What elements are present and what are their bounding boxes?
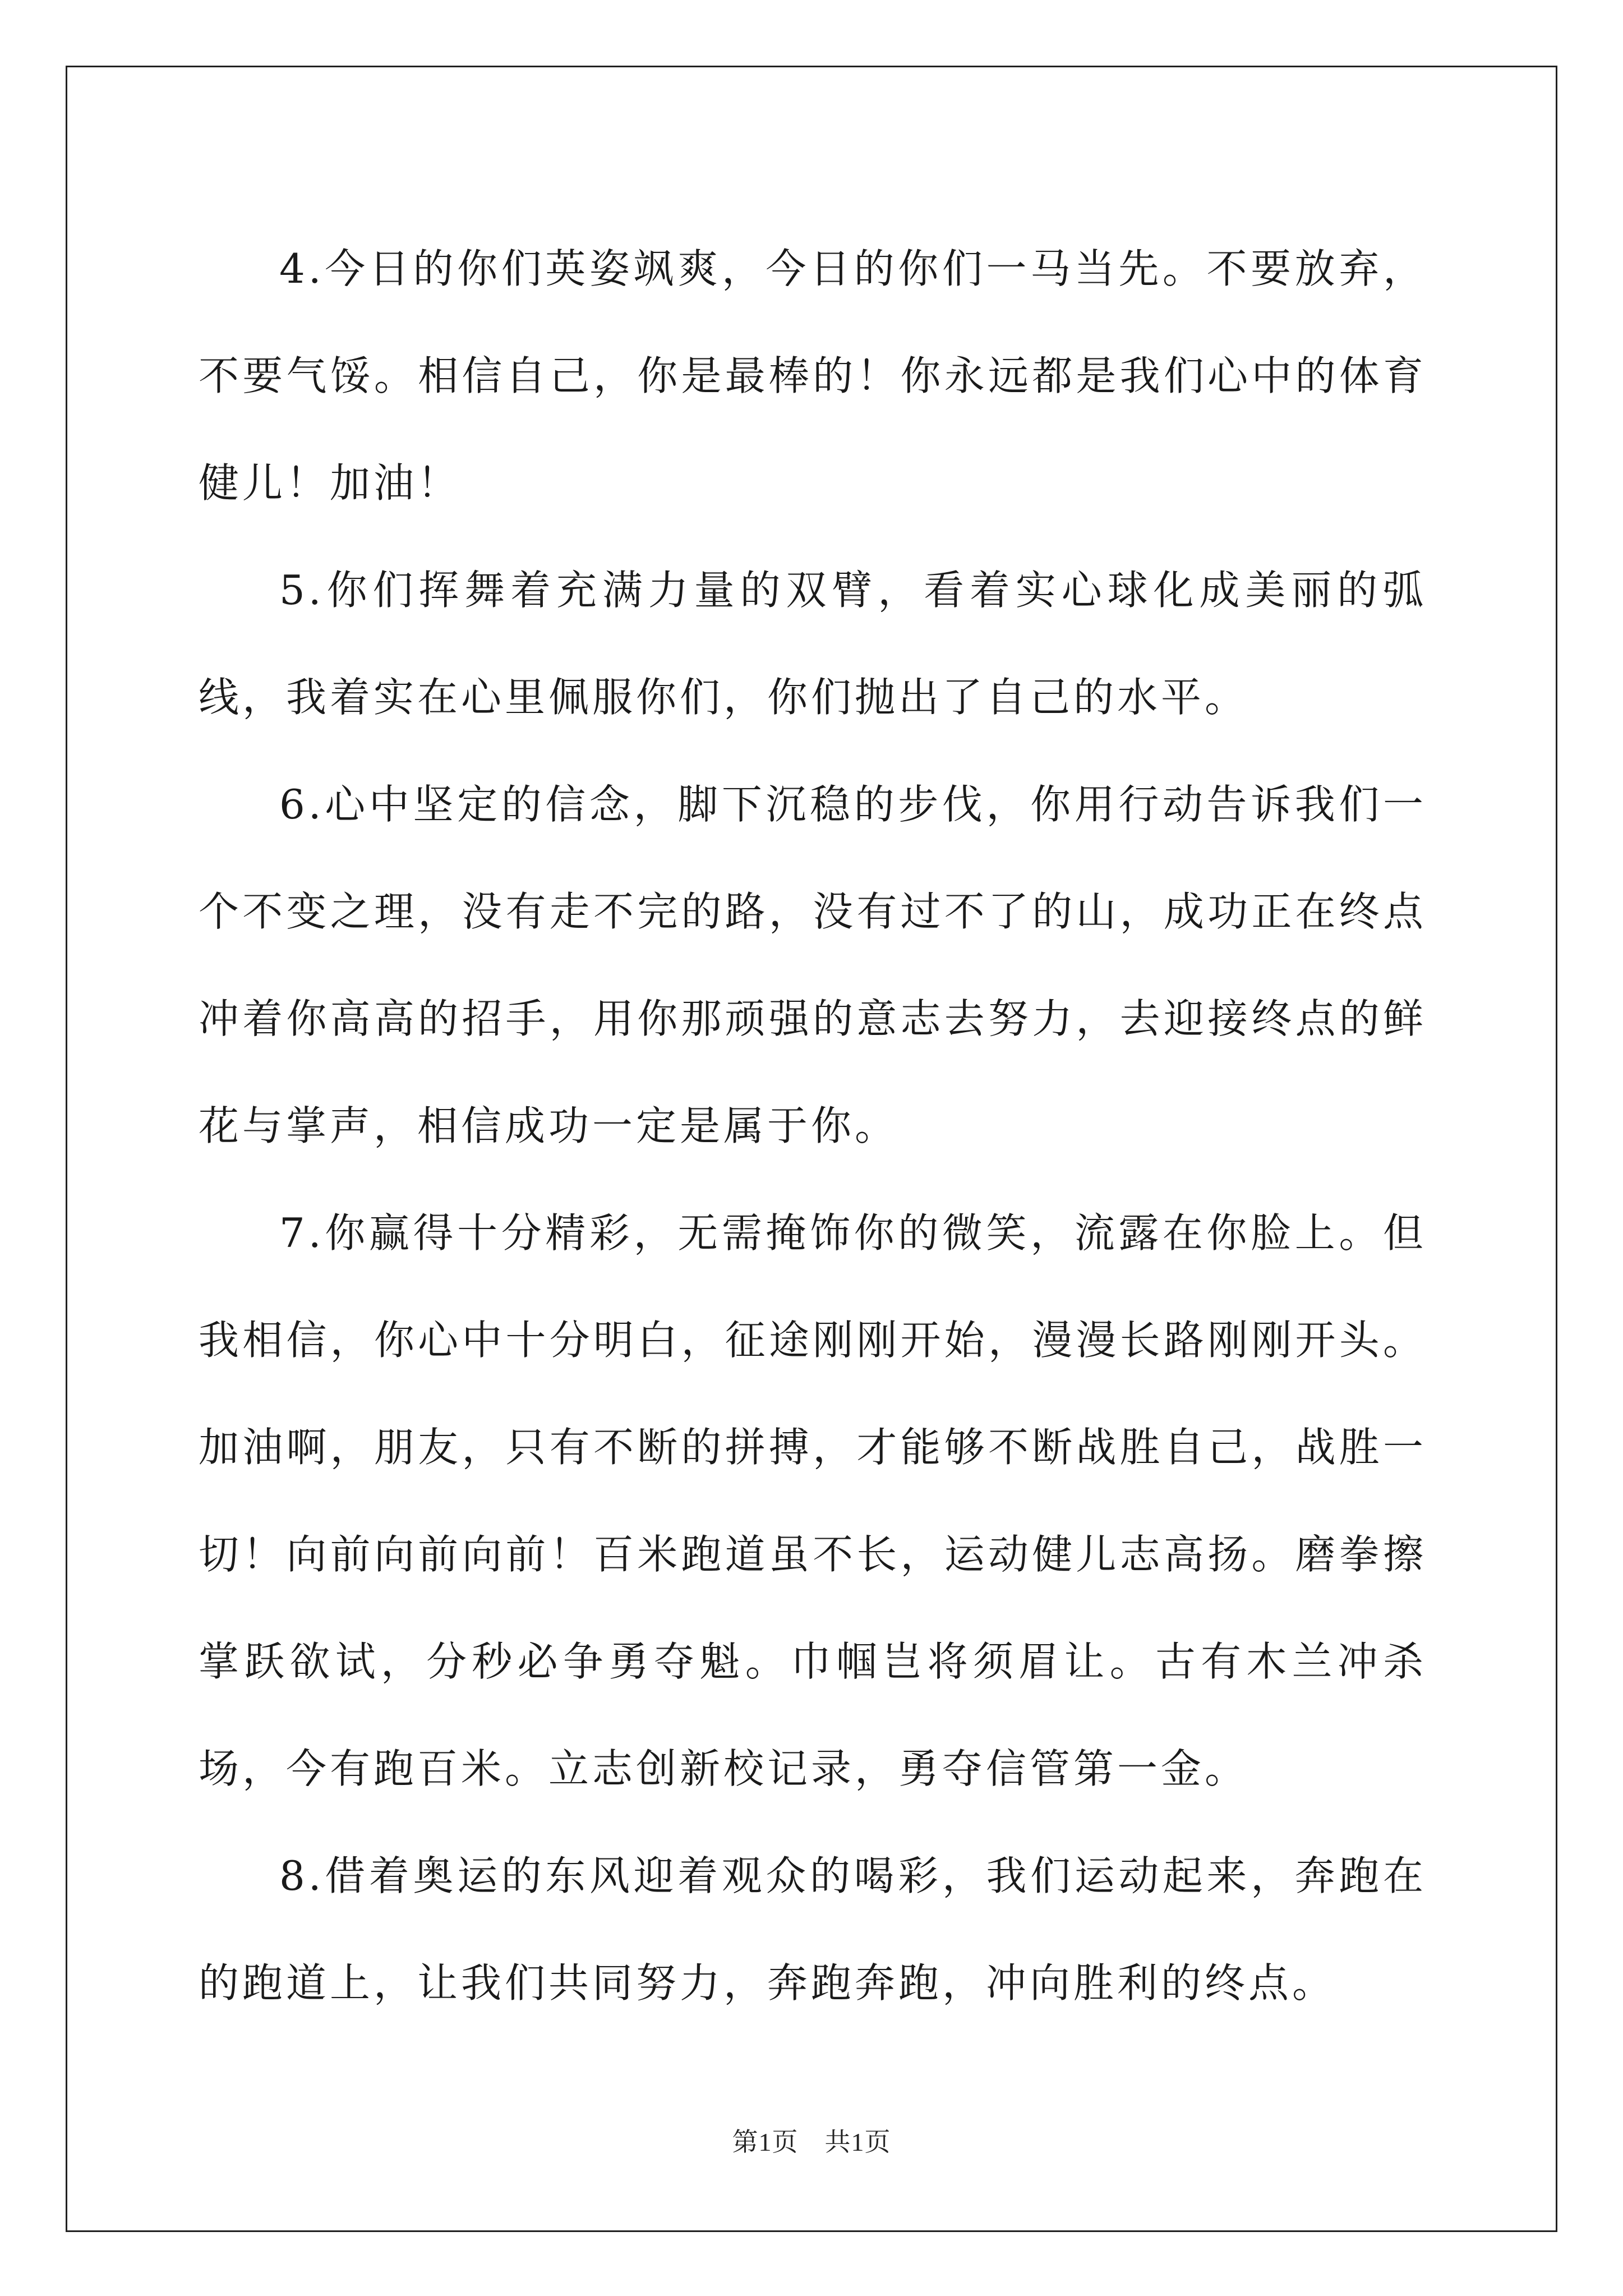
paragraph-5: 5.你们挥舞着充满力量的双臂，看着实心球化成美丽的弧线，我着实在心里佩服你们，你们抛出了自己的水平。: [199, 567, 1427, 721]
paragraph-6: 6.心中坚定的信念，脚下沉稳的步伐，你用行动告诉我们一个不变之理，没有走不完的路，没有过不了的山，成功正在终点冲着你高高的招手，用你那顽强的意志去努力，去迎接终点的鲜花与掌声，相信成功一定是属于你。: [199, 781, 1427, 1149]
paragraph-4: 4.今日的你们英姿飒爽，今日的你们一马当先。不要放弃，不要气馁。相信自己，你是最棒的！你永远都是我们心中的体育健儿！加油！: [199, 245, 1427, 507]
document-body: [199, 215, 1427, 2037]
paragraph-8: 8.借着奥运的东风迎着观众的喝彩，我们运动起来，奔跑在的跑道上，让我们共同努力，奔跑奔跑，冲向胜利的终点。: [199, 1852, 1427, 2007]
paragraph-7: 7.你赢得十分精彩，无需掩饰你的微笑，流露在你脸上。但我相信，你心中十分明白，征途刚刚开始，漫漫长路刚刚开头。加油啊，朋友，只有不断的拼搏，才能够不断战胜自己，战胜一切！向前向前向前！百米跑道虽不长，运动健儿志高扬。磨拳擦掌跃欲试，分秒必争勇夺魁。巾帼岂将须眉让。古有木兰冲杀场，今有跑百米。立志创新校记录，勇夺信管第一金。: [199, 1209, 1427, 1792]
page-footer: 第1页 共1页: [732, 2128, 891, 2156]
